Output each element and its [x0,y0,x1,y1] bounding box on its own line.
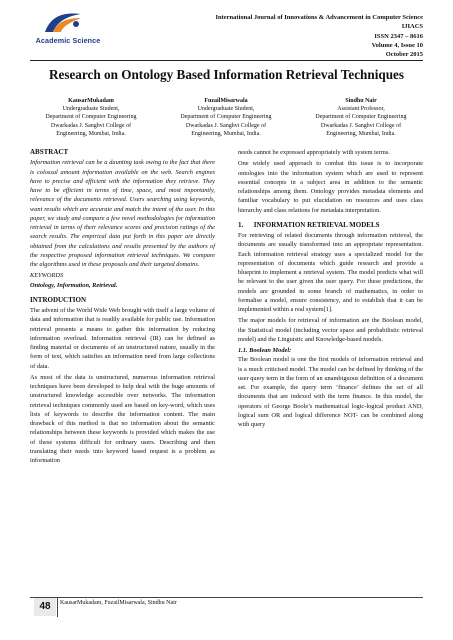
right-column [238,148,423,431]
page-number: 48 [34,598,56,616]
journal-name: International Journal of Innovations & Advancement in Computer Science [215,14,423,21]
intro-paragraph-2: As most of the data is unstructured, numerous information retrieval techniques have been developed to help deal with the huge amounts of unstructured knowledge accessible over networks. The information retrieval techniques commonly used are based on key-word, which uses lists of keywords to describe the information content. The main drawback of this method is that no information about the semantic relationships between these keywords is provided which makes the use of these systems difficult for ordinary users. Describing and then translating their needs into keyword based request is a problem as information [30,373,215,464]
body-paragraph-3: For retrieving of related documents through information retrieval, the documents are usually transformed into an appropriate representation. Each information retrieval strategy uses a specialized model for the representation of documents which guide research and provide a blueprint to implement a retrieval system. The model predicts what will be relevant to the user given the user query. For these predictions, the models are grounded in some branch of mathematics, in order to formalise a model, ensure consistency, and to establish that it can be implemented within a real system[1]. [238,232,423,313]
body-paragraph-5: The Boolean model is one the first models of information retrieval and is a much criticised model. The model can be defined by thinking of the user query term in the form of an unambiguous definition of a document set. For example, the query term ‘finance’ defines the set of all documents that are indexed with the term finance. In this model, the operators of George Boole’s mathematical logic-logical product AND, logical sum OR and logical difference NOT- can be combined along with query [238,356,423,428]
logo-text: Academic Science [35,36,101,45]
left-column [30,148,215,467]
author-block-2 [157,97,295,138]
author-block-1 [22,97,160,138]
journal-issn: ISSN 2347 – 8616 [374,32,423,40]
footer-authors: KausarMukadam, FuzailMisarwala, Sindhu Nair [60,600,177,606]
abstract-text: Information retrieval can be a daunting task owing to the fact that there is colossal amount information available on the web. Search engines have to precise and efficient with the information they retrieve. They have to be efficient in terms of time, space, and most importantly, relevance of the documents retrieved. Users searching using keywords, want results which are accurate and match the intent of the user. In this paper, we study and compare a few novel methodologies for information retrieval in terms of their relevance scores and precision ratings of the search results. The empirical data put forth in this paper are directly obtained from the calculations and results presented by the authors of the respective proposed information retrieval techniques. We compare the algorithms used in these proposals and their targeted domains. [30,159,215,268]
subsection-heading: 1.1. Boolean Model: [238,347,292,354]
header-rule [30,60,423,61]
footer-rule [30,597,423,598]
author-name: FuzailMisarwala [204,98,248,104]
section-heading: 1. INFORMATION RETRIEVAL MODELS [238,220,380,229]
body-paragraph-2: One widely used approach to combat this issue is to incorporate ontologies into the information system which are used to represent essential concepts in a subject area in addition to the semantic relationships among them. Ontology provides metadata elements and familiar vocabulary to put elucidation on resources and uses class hierarchy and class relations for metadata interpretation. [238,160,423,214]
academic-science-logo-icon [43,10,83,34]
author-role: Undergraduate Student, [62,106,120,113]
author-name: Sindhu Nair [345,98,377,104]
author-dept: Department of Computer Engineering [180,114,272,121]
abstract-heading: ABSTRACT [30,148,69,156]
author-dept: Department of Computer Engineering [45,114,137,121]
journal-volume: Volume 4, Issue 10 [371,41,423,49]
keywords-text: Ontology, Information, Retrieval. [30,281,118,289]
author-place: Engineering, Mumbai, India. [326,130,396,137]
intro-paragraph-1: The advent of the World Wide Web brought with itself a large volume of data and information that is readily available for public use. Information retrieval presents a means to gather this information by reducing information overload. Information retrieval (IR) can be defined as finding material or documents of an unstructured nature, usually in the form of text, which satisfies an information need from large collections of data. [30,307,215,370]
publisher-logo [22,10,114,50]
journal-abbrev: IJIACS [401,23,423,31]
author-name: KausarMukadam [68,98,114,104]
keywords-heading: KEYWORDS [30,272,64,280]
body-paragraph-4: The major models for retrieval of information are the Boolean model, the Statistical model (including vector space and probabilistic retrieval model) and the Linguistic and Knowledge-based models. [238,317,423,343]
author-place: Engineering, Mumbai, India. [56,130,126,137]
author-college: Dwarkadas J. Sanghvi College of [185,122,267,129]
introduction-heading: INTRODUCTION [30,295,87,304]
footer-divider [57,597,58,617]
paper-title: Research on Ontology Based Information Retrieval Techniques [48,67,405,82]
author-role: Assistant Professor, [337,106,385,113]
author-place: Engineering, Mumbai, India. [191,130,261,137]
journal-header [123,13,423,59]
author-role: Undergraduate Student, [197,106,255,113]
journal-date: October 2015 [385,51,423,59]
author-block-3 [292,97,430,138]
author-college: Dwarkadas J. Sanghvi College of [320,122,402,129]
author-dept: Department of Computer Engineering [315,114,407,121]
author-college: Dwarkadas J. Sanghvi College of [50,122,132,129]
body-paragraph-1: needs cannot be expressed appropriately with system terms. [238,149,390,156]
